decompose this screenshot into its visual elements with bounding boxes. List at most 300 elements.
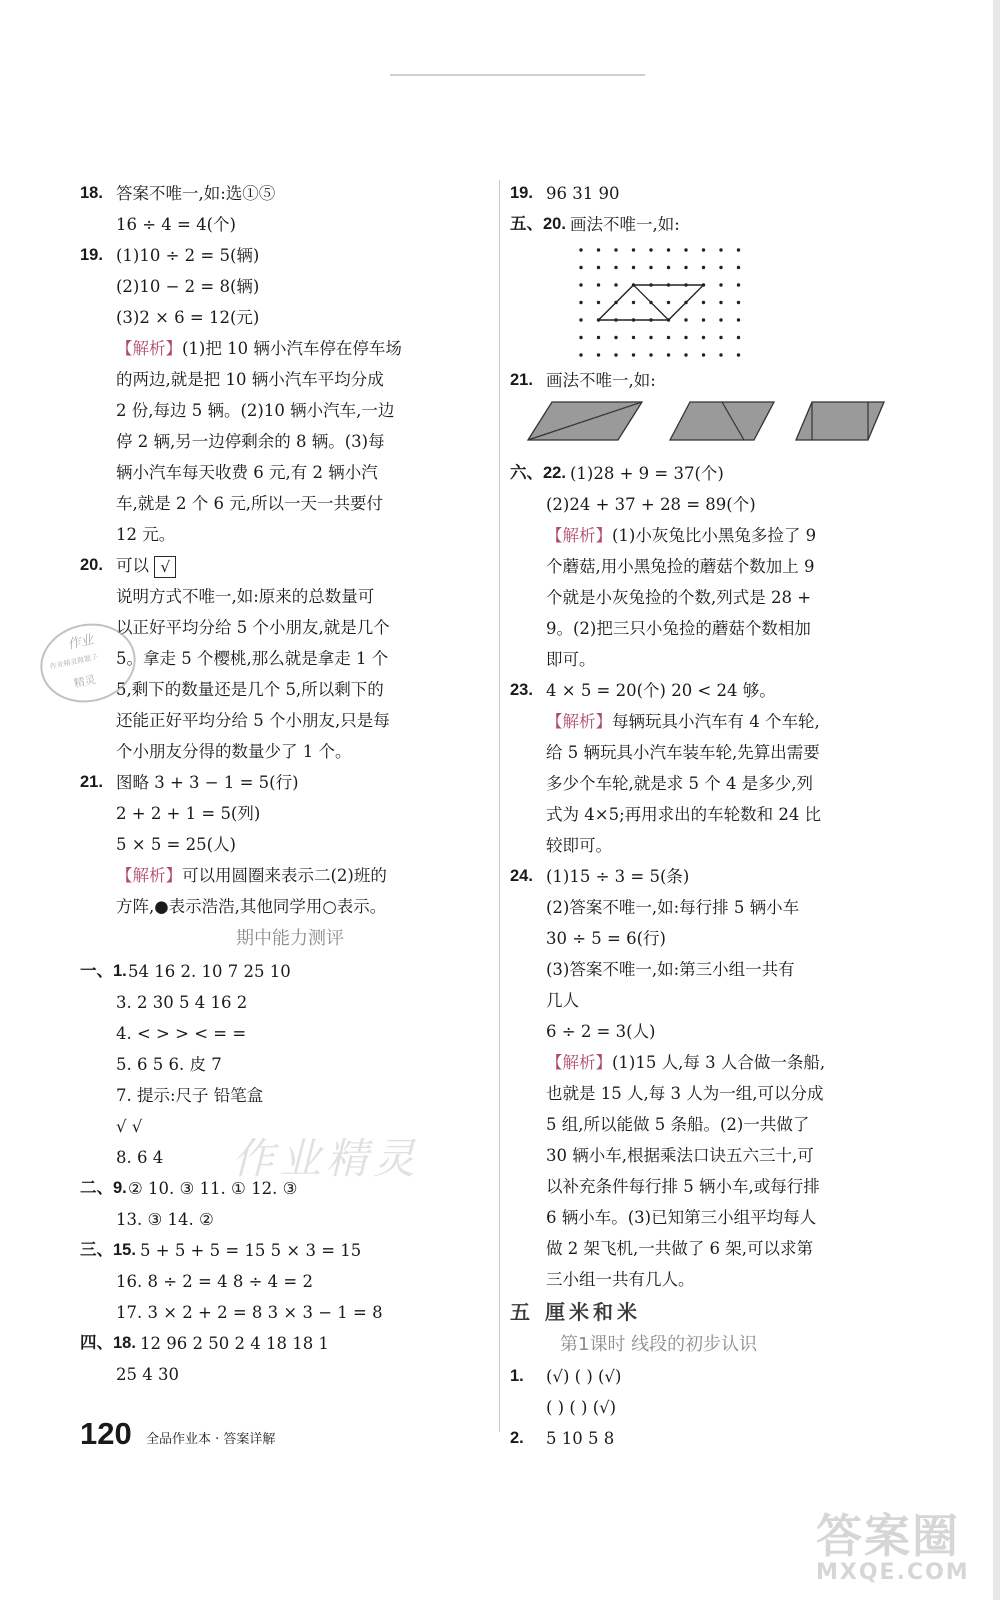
answer-text [116,736,352,767]
grid-dot [597,353,600,356]
answer-content: 30 ÷ 5 = 6(行) [546,929,666,948]
answer-line [510,209,980,240]
answer-line [510,1047,980,1078]
answer-text [116,426,385,457]
question-number: 21. [510,371,533,389]
grid-dot [737,248,740,251]
answer-text [116,1049,222,1080]
grid-dot [579,266,582,269]
answer-text [546,1233,813,1264]
question-number: 一、1. [80,962,127,980]
answer-content: (1)10 ÷ 2 = 5(辆) [116,246,260,265]
answer-text [546,1016,656,1047]
answer-text [546,551,815,582]
question-number: 五、20. [510,215,566,233]
parallelogram-svg [510,396,950,458]
grid-dot [719,353,722,356]
answer-content: 12 元。 [116,525,176,544]
answer-text [546,1171,820,1202]
answer-content: 多少个车轮,就是求 5 个 4 是多少,列 [546,774,813,793]
answer-content: 17. 3 × 2 + 2 = 8 3 × 3 − 1 = 8 [116,1303,383,1322]
answer-content: 辆小汽车每天收费 6 元,有 2 辆小汽 [116,463,378,482]
answer-line [510,365,980,396]
answer-line [510,1423,980,1454]
answer-text [546,1423,614,1454]
dot-grid-parallelogram [575,244,775,369]
answer-content: 5 × 5 = 25(人) [116,835,236,854]
grid-dot [649,353,652,356]
answer-text [546,985,579,1016]
answer-line [80,1266,500,1297]
analysis-tag: 【解析】 [116,339,182,358]
answer-line [80,1049,500,1080]
answer-line [510,458,980,489]
answer-line [80,674,500,705]
answer-text [546,892,799,923]
answer-line [510,1171,980,1202]
answer-content: 画法不唯一,如: [570,215,680,234]
answer-content: (2)10 − 2 = 8(辆) [116,277,260,296]
answer-line [80,891,500,922]
answer-line [80,1328,500,1359]
answer-content: 2 份,每边 5 辆。(2)10 辆小汽车,一边 [116,401,395,420]
grid-dot [737,283,740,286]
answer-line [80,457,500,488]
answer-line [80,987,500,1018]
grid-dot [667,248,670,251]
answer-line [510,178,980,209]
grid-dot [702,353,705,356]
grid-dot [702,301,705,304]
answer-line [510,551,980,582]
answer-text [116,1204,214,1235]
top-rule [390,74,645,76]
book-title: 全品作业本 · 答案详解 [146,1432,276,1447]
grid-dot [614,336,617,339]
grid-dot [719,248,722,251]
grid-dot [597,248,600,251]
answer-content: 三小组一共有几人。 [546,1270,695,1289]
left-column [80,178,500,1390]
watermark-text: 作业精灵 [232,1134,421,1183]
lesson-title: 第1课时 线段的初步认识 [560,1334,758,1355]
answer-line [80,395,500,426]
answer-content: √ √ [116,1117,143,1136]
answer-line [510,954,980,985]
answer-text [546,1361,621,1392]
answer-content: (2)24 + 37 + 28 = 89(个) [546,495,756,514]
answer-line [510,1233,980,1264]
grid-dot [597,301,600,304]
site-logo [816,1500,970,1585]
answer-text [116,767,299,798]
answer-line [80,736,500,767]
section-heading: 期中能力测评 [236,928,344,949]
answer-text [570,209,680,240]
answer-content: 9。(2)把三只小兔捡的蘑菇个数相加 [546,619,811,638]
answer-content: (3)答案不唯一,如:第三小组一共有 [546,960,795,979]
answer-text [546,1202,816,1233]
answer-line [80,1018,500,1049]
answer-content: 4 × 5 = 20(个) 20 < 24 够。 [546,681,776,700]
answer-content: 答案不唯一,如:选①⑤ [116,184,276,203]
answer-content: 12 96 2 50 2 4 18 18 1 [140,1334,329,1353]
answer-text [546,830,612,861]
answer-text [116,581,374,612]
grid-dot [702,248,705,251]
answer-content: 25 4 30 [116,1365,179,1384]
answer-text [116,333,402,364]
answer-content: 说明方式不唯一,如:原来的总数量可 [116,587,375,606]
answer-line [510,892,980,923]
answer-text [116,860,387,891]
parallelogram-2 [670,402,774,440]
answer-line [80,956,500,987]
grid-dot [597,266,600,269]
stamp-line-2: 作业精灵做题子 [49,652,99,671]
answer-content: (3)2 × 6 = 12(元) [116,308,260,327]
answer-content: 4. < > > < = = [116,1024,247,1043]
grid-dot [649,248,652,251]
answer-text [546,675,776,706]
question-number: 18. [80,184,103,202]
grid-dot [632,353,635,356]
answer-text [116,643,388,674]
answer-text [116,1111,142,1142]
answer-text [116,612,390,643]
answer-text [546,489,756,520]
grid-dot [632,301,635,304]
answer-content: 的两边,就是把 10 辆小汽车平均分成 [116,370,384,389]
answer-text [546,644,596,675]
answer-content: 以正好平均分给 5 个小朋友,就是几个 [116,618,390,637]
logo-line-1: 答案圈 [816,1509,960,1563]
check-box: √ [154,556,176,578]
question-number: 六、22. [510,464,566,482]
answer-text [116,209,236,240]
answer-text [116,395,394,426]
answer-line [510,1016,980,1047]
answer-text [116,829,236,860]
answer-line [510,613,980,644]
question-number: 19. [80,246,103,264]
grid-dot [684,248,687,251]
answer-line [80,333,500,364]
answer-text [546,954,795,985]
analysis-tag: 【解析】 [116,866,182,885]
answer-content: 每辆玩具小汽车有 4 个车轮, [612,712,820,731]
grid-dot [614,283,617,286]
answer-text [546,1109,809,1140]
answer-line [80,1204,500,1235]
grid-dot [737,266,740,269]
answer-text [116,1018,246,1049]
grid-dot [684,266,687,269]
answer-text [546,799,821,830]
answer-line [510,489,980,520]
answer-content: 3. 2 30 5 4 16 2 [116,993,248,1012]
grid-dot [719,283,722,286]
answer-text [546,861,689,892]
answer-line [510,923,980,954]
parallelogram-figures [510,396,980,458]
answer-text [546,613,811,644]
parallelogram-3 [796,402,884,440]
grid-dot [737,336,740,339]
answer-line [510,675,980,706]
answer-line [80,581,500,612]
answer-content: 5 组,所以能做 5 条船。(2)一共做了 [546,1115,810,1134]
question-number: 21. [80,773,103,791]
answer-text [116,271,259,302]
answer-text [116,550,176,581]
right-column [510,178,980,1454]
right-bottom-section [510,458,980,1454]
answer-line [510,799,980,830]
answer-text [546,178,619,209]
answer-text [546,1264,695,1295]
answer-content: 7. 提示:尺子 铅笔盒 [116,1086,264,1105]
answer-content: 以补充条件每行排 5 辆小车,或每行排 [546,1177,820,1196]
answer-text [546,1078,823,1109]
answer-text [116,798,260,829]
question-number: 19. [510,184,533,202]
answer-content: 可以用圆圈来表示二(2)班的 [182,866,387,885]
answer-line [80,178,500,209]
grid-dot [579,301,582,304]
grid-dot [737,301,740,304]
answer-line [80,364,500,395]
grid-dot [667,336,670,339]
answer-text [570,458,724,489]
answer-line [510,1264,980,1295]
grid-dot [579,248,582,251]
question-number: 23. [510,681,533,699]
answer-content: 16. 8 ÷ 2 = 4 8 ÷ 4 = 2 [116,1272,313,1291]
grid-dot [632,248,635,251]
grid-dot [702,336,705,339]
answer-line [510,861,980,892]
answer-content: 6 辆小车。(3)已知第三小组平均每人 [546,1208,817,1227]
answer-line [510,985,980,1016]
answer-content: 6 ÷ 2 = 3(人) [546,1022,656,1041]
answer-content: 5. 6 5 6. 皮 7 [116,1055,222,1074]
answer-line [80,426,500,457]
answer-line [510,582,980,613]
grid-dot [684,336,687,339]
answer-content: ② 10. ③ 11. ① 12. ③ [128,1179,298,1198]
answer-line [510,830,980,861]
answer-text [116,364,384,395]
answer-line [80,302,500,333]
answer-line [510,644,980,675]
answer-content: 13. ③ 14. ② [116,1210,214,1229]
grid-dot [719,318,722,321]
grid-dot [702,266,705,269]
answer-line [80,550,500,581]
analysis-tag: 【解析】 [546,526,612,545]
grid-dot [667,353,670,356]
chapter-title: 五 厘米和米 [510,1300,641,1324]
answer-line [80,1359,500,1390]
answer-line [510,1202,980,1233]
answer-line [510,737,980,768]
answer-line [510,1078,980,1109]
grid-dot [579,318,582,321]
answer-line [80,767,500,798]
answer-text [116,302,259,333]
answer-text [546,737,820,768]
answer-text [546,582,811,613]
answer-content: 5,剩下的数量还是几个 5,所以剩下的 [116,680,384,699]
question-number: 三、15. [80,1241,136,1259]
logo-line-2: MXQE.COM [816,1560,970,1585]
answer-content: 还能正好平均分给 5 个小朋友,只是每 [116,711,390,730]
grid-dot [719,301,722,304]
grid-dot [649,266,652,269]
answer-text [116,457,378,488]
grid-dot [597,283,600,286]
answer-content: ( ) ( ) (√) [546,1398,617,1417]
answer-text [546,768,813,799]
answer-content: 可以 [116,556,149,575]
answer-content: 方阵,●表示浩浩,其他同学用○表示。 [116,897,387,916]
right-top-section [510,178,980,240]
grid-dot [649,336,652,339]
answer-content: 5 10 5 8 [546,1429,615,1448]
answer-text [116,987,247,1018]
answer-line [80,798,500,829]
question-number: 二、9. [80,1179,127,1197]
answer-content: 5。拿走 5 个樱桃,那么就是拿走 1 个 [116,649,389,668]
grid-dot [667,266,670,269]
grid-dot [719,266,722,269]
answer-line [510,1361,980,1392]
answer-line [80,519,500,550]
answer-text [116,519,175,550]
answer-line [510,1109,980,1140]
answer-text [116,1142,163,1173]
answer-text [116,1266,313,1297]
answer-text [116,674,384,705]
answer-content: 画法不唯一,如: [546,371,656,390]
answer-content: 停 2 辆,另一边停剩余的 8 辆。(3)每 [116,432,385,451]
answer-text [546,1140,814,1171]
grid-dot [579,283,582,286]
answer-content: (1)28 + 9 = 37(个) [570,464,724,483]
answer-text [116,1297,383,1328]
page-edge [993,0,1000,1600]
answer-text [546,520,816,551]
analysis-tag: 【解析】 [546,712,612,731]
answer-content: 16 ÷ 4 = 4(个) [116,215,236,234]
answer-line [510,1392,980,1423]
answer-content: 8. 6 4 [116,1148,164,1167]
answer-content: 几人 [546,991,579,1010]
grid-dot [684,353,687,356]
answer-text [116,240,259,271]
question-number: 20. [80,556,103,574]
answer-text [128,956,291,987]
answer-content: (1)15 ÷ 3 = 5(条) [546,867,690,886]
answer-line [80,612,500,643]
answer-content: 也就是 15 人,每 3 人为一组,可以分成 [546,1084,824,1103]
answer-content: 做 2 架飞机,一共做了 6 架,可以求第 [546,1239,813,1258]
answer-line [80,240,500,271]
answer-line [510,706,980,737]
answer-content: 式为 4×5;再用求出的车轮数和 24 比 [546,805,822,824]
grid-dot [579,336,582,339]
answer-text [116,488,383,519]
answer-content: 个蘑菇,用小黑兔捡的蘑菇个数加上 9 [546,557,815,576]
grid-dot [719,336,722,339]
answer-content: 2 + 2 + 1 = 5(列) [116,804,261,823]
grid-dot [614,353,617,356]
grid-dot [614,266,617,269]
answer-content: (√) ( ) (√) [546,1367,622,1386]
grid-dot [579,353,582,356]
answer-line [80,829,500,860]
answer-text [546,706,820,737]
grid-dot [632,266,635,269]
answer-line [80,1297,500,1328]
answer-content: 30 辆小车,根据乘法口诀五六三十,可 [546,1146,814,1165]
answer-content: 96 31 90 [546,184,620,203]
answer-content: 个就是小灰兔捡的个数,列式是 28 + [546,588,812,607]
question-number: 1. [510,1367,524,1385]
right-mid-section [510,365,980,396]
dot-grid-figure [510,240,980,365]
answer-text [546,1047,825,1078]
answer-line [80,705,500,736]
answer-text [116,705,390,736]
answer-content: 5 + 5 + 5 = 15 5 × 3 = 15 [140,1241,362,1260]
answer-line [510,768,980,799]
answer-content: 较即可。 [546,836,612,855]
answer-line [80,860,500,891]
question-number: 24. [510,867,533,885]
analysis-tag: 【解析】 [546,1053,612,1072]
question-number: 2. [510,1429,524,1447]
answer-line [80,488,500,519]
answer-line [80,209,500,240]
answer-content: (1)小灰兔比小黑兔多捡了 9 [612,526,817,545]
answer-text [546,923,666,954]
answer-line [80,643,500,674]
grid-dot [684,318,687,321]
answer-text [140,1235,361,1266]
grid-dot [667,301,670,304]
question-number: 四、18. [80,1334,136,1352]
answer-content: 车,就是 2 个 6 元,所以一天一共要付 [116,494,383,513]
answer-text [116,178,275,209]
answer-line [80,271,500,302]
grid-dot [702,318,705,321]
answer-content: 给 5 辆玩具小汽车装车轮,先算出需要 [546,743,820,762]
answer-line [80,1080,500,1111]
grid-dot [597,336,600,339]
stamp-line-1: 作业 [66,632,95,653]
answer-content: 图略 3 + 3 − 1 = 5(行) [116,773,299,792]
answer-content: 即可。 [546,650,596,669]
answer-content: (1)把 10 辆小汽车停在停车场 [182,339,402,358]
answer-text [116,1080,263,1111]
answer-text [140,1328,329,1359]
grid-dot [614,248,617,251]
answer-content: 个小朋友分得的数量少了 1 个。 [116,742,352,761]
grid-dot [737,353,740,356]
answer-content: (1)15 人,每 3 人合做一条船, [612,1053,826,1072]
